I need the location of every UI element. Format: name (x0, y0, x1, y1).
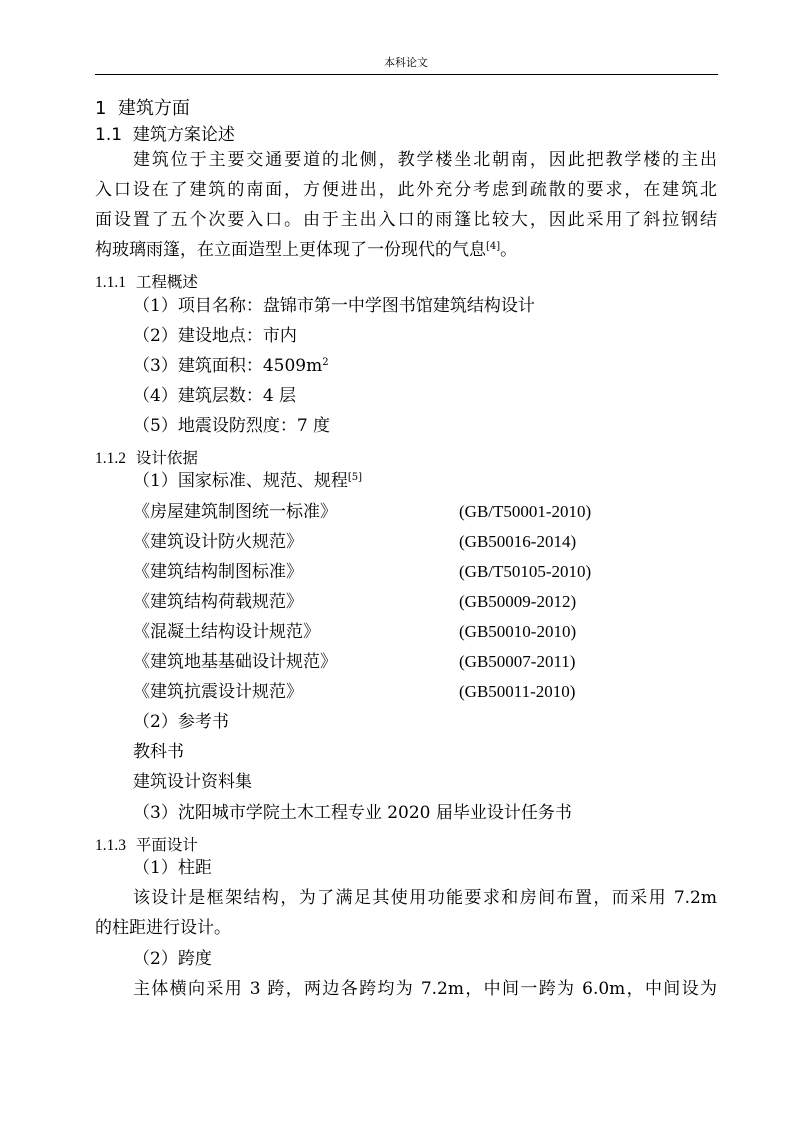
list-item: （2）跨度 (133, 949, 212, 969)
section-number: 1.1.1 (95, 274, 126, 291)
paragraph-line: 该设计是框架结构，为了满足其使用功能要求和房间布置，而采用 7.2m (133, 888, 717, 908)
paragraph-line: 面设置了五个次要入口。由于主出入口的雨篷比较大，因此采用了斜拉钢结 (95, 210, 717, 230)
standard-code: (GB50011-2010) (459, 682, 576, 701)
standard-name: 《建筑设计防火规范》 (133, 532, 303, 552)
section-title: 建筑方面 (117, 98, 190, 119)
section-number: 1 (95, 98, 107, 119)
section-number: 1.1 (95, 125, 123, 145)
book-item: 教科书 (133, 742, 184, 762)
standard-code: (GB/T50001-2010) (459, 502, 592, 521)
standard-code: (GB50007-2011) (459, 652, 576, 671)
paragraph-line: 建筑位于主要交通要道的北侧，教学楼坐北朝南，因此把教学楼的主出 (133, 150, 717, 170)
paragraph-line: 入口设在了建筑的南面，方便进出，此外充分考虑到疏散的要求，在建筑北 (95, 180, 717, 200)
list-item: （3）沈阳城市学院土木工程专业 2020 届毕业设计任务书 (133, 803, 572, 823)
section-1-heading (95, 98, 190, 120)
list-item: （1）项目名称：盘锦市第一中学图书馆建筑结构设计 (133, 296, 535, 316)
list-item: （4）建筑层数：4 层 (133, 386, 297, 406)
standard-name: 《建筑结构制图标准》 (133, 562, 303, 582)
standard-code: (GB50009-2012) (459, 592, 577, 611)
list-item: （2）建设地点：市内 (133, 326, 297, 346)
standard-name: 《建筑地基基础设计规范》 (133, 652, 337, 672)
list-item-text: （3）建筑面积：4509m (133, 356, 323, 376)
section-1-1-3-heading (95, 834, 198, 857)
standard-code: (GB50010-2010) (459, 622, 577, 641)
paragraph-line: 主体横向采用 3 跨，两边各跨均为 7.2m，中间一跨为 6.0m，中间设为 (133, 979, 717, 999)
section-title: 建筑方案论述 (132, 125, 235, 145)
standard-name: 《房屋建筑制图统一标准》 (133, 502, 337, 522)
section-1-1-2-heading (95, 447, 198, 470)
paragraph-line: 的柱距进行设计。 (95, 918, 231, 938)
page-header: 本科论文 (384, 56, 428, 69)
book-item: 建筑设计资料集 (133, 772, 252, 792)
standard-code: (GB50016-2014) (459, 532, 577, 551)
list-item: （5）地震设防烈度：7 度 (133, 416, 331, 436)
header-rule (95, 74, 718, 75)
section-1-1-1-heading (95, 271, 198, 294)
list-item-text: （1）国家标准、规范、规程 (133, 471, 348, 491)
citation: [4] (486, 241, 501, 252)
list-item: （2）参考书 (133, 712, 229, 732)
section-number: 1.1.2 (95, 450, 126, 467)
standard-name: 《混凝土结构设计规范》 (133, 622, 320, 642)
section-number: 1.1.3 (95, 837, 126, 854)
paragraph-text: 构玻璃雨篷，在立面造型上更体现了一份现代的气息 (95, 240, 486, 260)
citation: [5] (347, 472, 362, 483)
standard-name: 《建筑结构荷载规范》 (133, 592, 303, 612)
section-title: 平面设计 (135, 836, 198, 854)
standard-name: 《建筑抗震设计规范》 (133, 682, 303, 702)
superscript: 2 (322, 357, 329, 368)
list-item (133, 470, 362, 492)
paragraph-line (95, 239, 517, 261)
section-1-1-heading (95, 124, 235, 146)
list-item (133, 355, 329, 377)
section-title: 设计依据 (135, 449, 198, 467)
section-title: 工程概述 (135, 273, 198, 291)
standard-code: (GB/T50105-2010) (459, 562, 592, 581)
list-item: （1）柱距 (133, 858, 212, 878)
paragraph-text: 。 (500, 240, 518, 260)
